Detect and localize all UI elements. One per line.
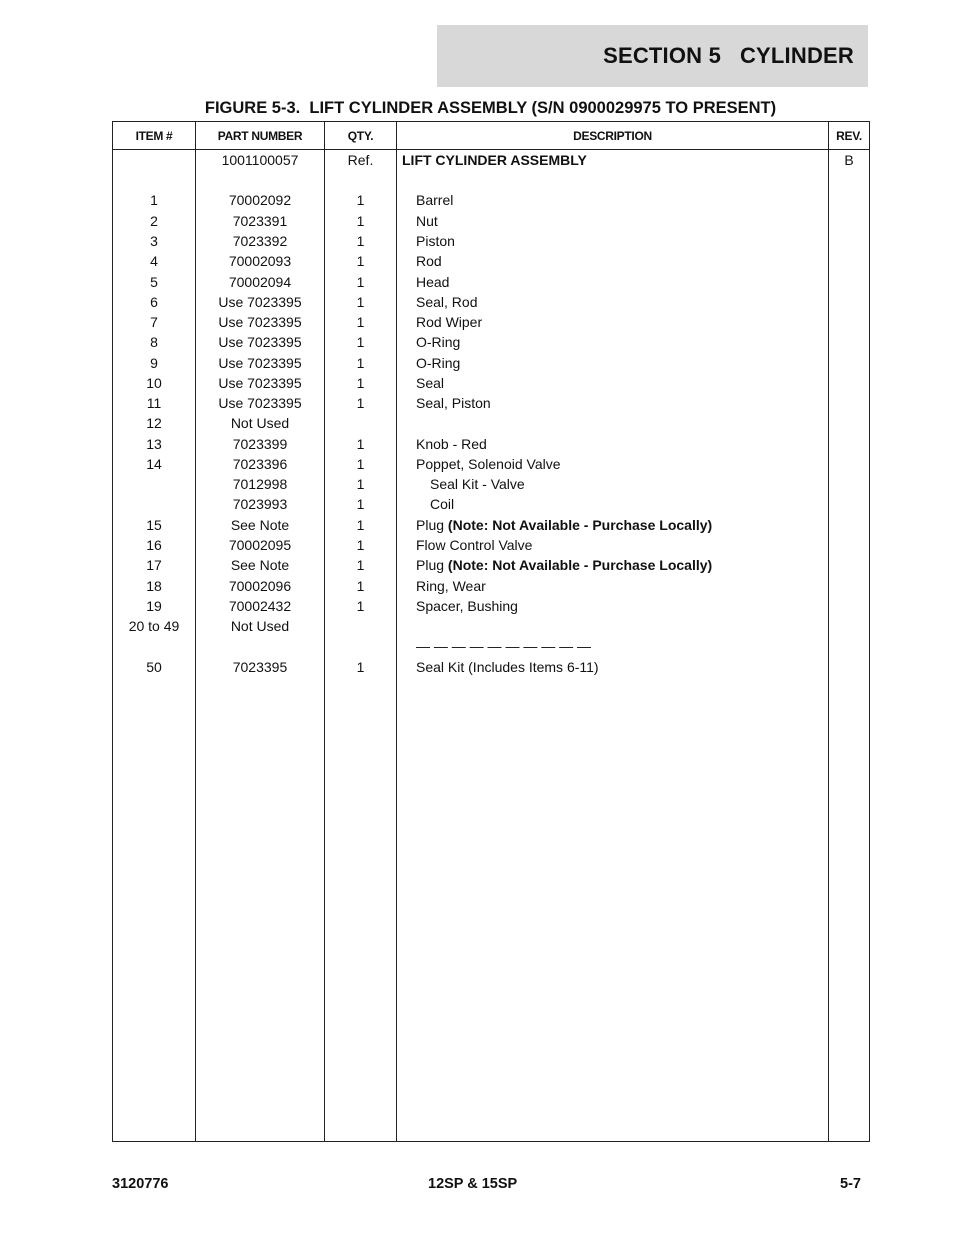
- table-row: [113, 657, 869, 677]
- description: [416, 636, 841, 656]
- quantity: 1: [356, 274, 365, 290]
- item-number: 19: [146, 598, 162, 614]
- part-number: Not Used: [230, 618, 290, 634]
- quantity: 1: [356, 598, 365, 614]
- part-number: 7023395: [232, 659, 288, 675]
- footer-doc-number: 3120776: [112, 1176, 169, 1192]
- quantity: 1: [356, 395, 365, 411]
- quantity: Ref.: [347, 152, 374, 168]
- description-text: LIFT CYLINDER ASSEMBLY: [402, 152, 587, 168]
- quantity: 1: [356, 355, 365, 371]
- description: [416, 535, 841, 555]
- item-number: 14: [146, 456, 162, 472]
- quantity: 1: [356, 476, 365, 492]
- part-number: 7023993: [232, 496, 288, 512]
- section-header: SECTION 5 CYLINDER: [437, 25, 868, 87]
- part-number: See Note: [230, 517, 290, 533]
- description-text: Ring, Wear: [416, 578, 486, 594]
- description-text: Spacer, Bushing: [416, 598, 518, 614]
- description: [416, 190, 841, 210]
- item-number: 13: [146, 436, 162, 452]
- column-header-item: ITEM #: [135, 128, 173, 143]
- quantity: 1: [356, 314, 365, 330]
- item-number: 5: [150, 274, 158, 290]
- table-row: [113, 190, 869, 210]
- description-text: Seal, Rod: [416, 294, 478, 310]
- description: [416, 231, 841, 251]
- table-row: [113, 312, 869, 332]
- part-number: Not Used: [230, 415, 290, 431]
- quantity: 1: [356, 557, 365, 573]
- part-number: Use 7023395: [218, 294, 302, 310]
- part-number: 7023391: [232, 213, 288, 229]
- description: [416, 454, 841, 474]
- table-row: [113, 251, 869, 271]
- table-row: [113, 636, 869, 656]
- part-number: 7023392: [232, 233, 288, 249]
- description-text: Plug: [416, 517, 448, 533]
- quantity: 1: [356, 375, 365, 391]
- description: [416, 312, 841, 332]
- description-text: Nut: [416, 213, 438, 229]
- part-number: 7023399: [232, 436, 288, 452]
- parts-table: [112, 121, 870, 1142]
- item-number: 6: [150, 294, 158, 310]
- figure-title: FIGURE 5-3. LIFT CYLINDER ASSEMBLY (S/N 0900029975 TO PRESENT): [204, 99, 777, 117]
- revision: B: [844, 152, 854, 168]
- description-text: Head: [416, 274, 450, 290]
- description-note: (Note: Not Available - Purchase Locally): [447, 557, 713, 573]
- quantity: 1: [356, 192, 365, 208]
- table-row: [113, 474, 869, 494]
- part-number: 70002096: [228, 578, 292, 594]
- part-number: 1001100057: [221, 152, 299, 168]
- item-number: 10: [146, 375, 162, 391]
- description-text: Coil: [430, 496, 455, 512]
- item-number: 16: [146, 537, 162, 553]
- quantity: 1: [356, 294, 365, 310]
- table-row: [113, 211, 869, 231]
- column-header-rev: REV.: [836, 128, 862, 143]
- table-row: [113, 292, 869, 312]
- table-row: [113, 231, 869, 251]
- part-number: 7023396: [232, 456, 288, 472]
- description: [430, 494, 855, 514]
- table-row: [113, 373, 869, 393]
- table-row: [113, 515, 869, 535]
- table-row: [113, 616, 869, 636]
- description: [416, 373, 841, 393]
- item-number: 7: [150, 314, 158, 330]
- part-number: Use 7023395: [218, 375, 302, 391]
- table-row: [113, 332, 869, 352]
- item-number: 15: [146, 517, 162, 533]
- item-number: 50: [146, 659, 162, 675]
- description-text: Knob - Red: [416, 436, 487, 452]
- table-row: [113, 576, 869, 596]
- table-row: [113, 596, 869, 616]
- description: [416, 393, 841, 413]
- description: [416, 332, 841, 352]
- item-number: 11: [146, 395, 162, 411]
- quantity: 1: [356, 517, 365, 533]
- description: [416, 596, 841, 616]
- description: [416, 576, 841, 596]
- table-row: [113, 150, 869, 170]
- item-number: 8: [150, 334, 158, 350]
- quantity: 1: [356, 456, 365, 472]
- part-number: 70002094: [228, 274, 292, 290]
- description-text: Seal Kit (Includes Items 6-11): [416, 659, 599, 675]
- table-row: [113, 393, 869, 413]
- description-text: Poppet, Solenoid Valve: [416, 456, 561, 472]
- description-text: Flow Control Valve: [416, 537, 533, 553]
- item-number: 20 to 49: [128, 618, 180, 634]
- table-row: [113, 353, 869, 373]
- part-number: 70002093: [228, 253, 292, 269]
- description-text: O-Ring: [416, 334, 461, 350]
- description-text: Seal Kit - Valve: [430, 476, 525, 492]
- quantity: 1: [356, 496, 365, 512]
- description: [416, 434, 841, 454]
- description: [416, 292, 841, 312]
- part-number: See Note: [230, 557, 290, 573]
- description-text: Seal, Piston: [416, 395, 491, 411]
- part-number: Use 7023395: [218, 314, 302, 330]
- table-row: [113, 454, 869, 474]
- part-number: 70002095: [228, 537, 292, 553]
- part-number: 70002092: [228, 192, 292, 208]
- item-number: 2: [150, 213, 158, 229]
- quantity: 1: [356, 578, 365, 594]
- column-header-qty: QTY.: [347, 128, 374, 143]
- description-text: Piston: [416, 233, 455, 249]
- quantity: 1: [356, 659, 365, 675]
- description: [416, 211, 841, 231]
- part-number: 7012998: [232, 476, 288, 492]
- description: [416, 657, 841, 677]
- table-row: [113, 555, 869, 575]
- column-header-part-number: PART NUMBER: [217, 128, 303, 143]
- description: [416, 272, 841, 292]
- description: [416, 555, 841, 575]
- description: [416, 251, 841, 271]
- table-row: [113, 535, 869, 555]
- item-number: 4: [150, 253, 158, 269]
- description-text: Plug: [416, 557, 448, 573]
- item-number: 18: [146, 578, 162, 594]
- description-text: Seal: [416, 375, 445, 391]
- item-number: 12: [146, 415, 162, 431]
- quantity: 1: [356, 334, 365, 350]
- description: [416, 515, 841, 535]
- column-header-description: DESCRIPTION: [573, 128, 652, 143]
- quantity: 1: [356, 436, 365, 452]
- footer-page-number: 5-7: [840, 1176, 861, 1192]
- item-number: 9: [150, 355, 158, 371]
- quantity: 1: [356, 537, 365, 553]
- part-number: Use 7023395: [218, 395, 302, 411]
- description: [430, 474, 855, 494]
- footer-model: 12SP & 15SP: [428, 1176, 518, 1192]
- description-text: — — — — — — — — — —: [416, 638, 592, 654]
- quantity: 1: [356, 233, 365, 249]
- item-number: 3: [150, 233, 158, 249]
- table-row: [113, 413, 869, 433]
- table-row: [113, 272, 869, 292]
- part-number: 70002432: [228, 598, 292, 614]
- description-text: Barrel: [416, 192, 454, 208]
- description-note: (Note: Not Available - Purchase Locally): [447, 517, 713, 533]
- part-number: Use 7023395: [218, 334, 302, 350]
- table-row: [113, 494, 869, 514]
- table-row: [113, 434, 869, 454]
- description-text: Rod: [416, 253, 442, 269]
- description-text: Rod Wiper: [416, 314, 483, 330]
- quantity: 1: [356, 213, 365, 229]
- quantity: 1: [356, 253, 365, 269]
- description: [402, 150, 827, 170]
- description: [416, 353, 841, 373]
- item-number: 1: [150, 192, 158, 208]
- item-number: 17: [146, 557, 162, 573]
- description-text: O-Ring: [416, 355, 461, 371]
- part-number: Use 7023395: [218, 355, 302, 371]
